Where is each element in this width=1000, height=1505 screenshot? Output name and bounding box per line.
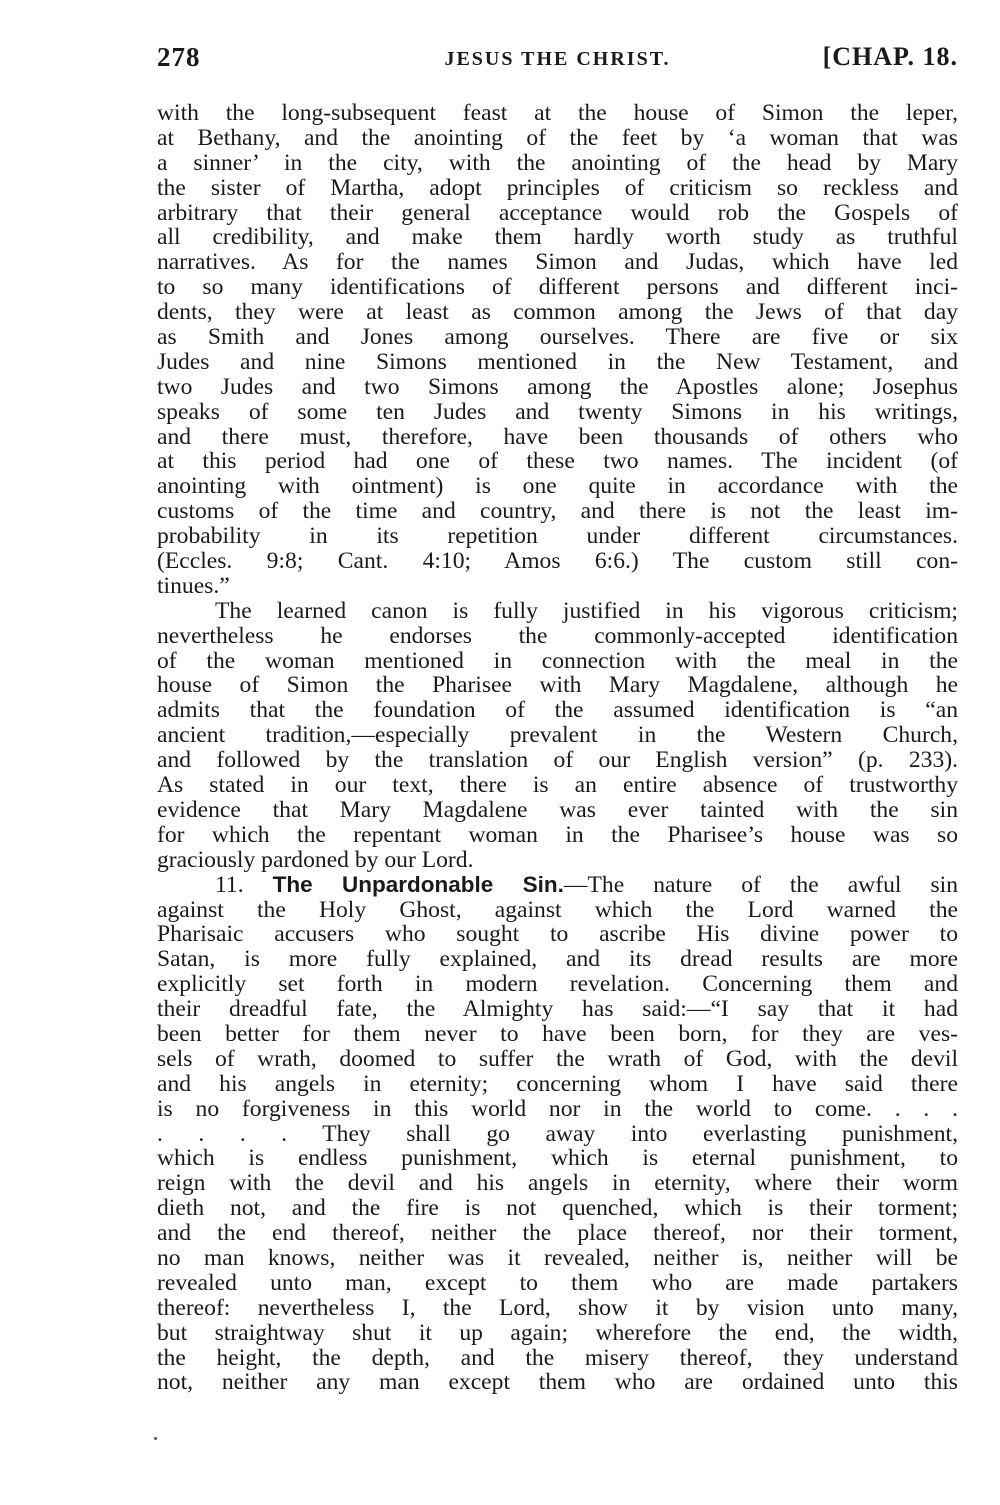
book-title: JESUS THE CHRIST.: [444, 48, 671, 70]
text-line: dieth not, and the fire is not quenched, which is their torment;: [157, 1195, 958, 1222]
running-head: [157, 42, 958, 82]
text-line: admits that the foundation of the assumed identification is “an: [157, 697, 958, 724]
page-number: 278: [157, 42, 201, 72]
text-line: Judes and nine Simons mentioned in the New Testament, and: [157, 348, 958, 375]
text-line: —The nature of the awful sin: [563, 871, 958, 898]
text-line: Pharisaic accusers who sought to ascribe His divine power to: [157, 921, 958, 948]
text-line: for which the repentant woman in the Pharisee’s house was so: [157, 821, 958, 848]
text-line: but straightway shut it up again; wherefore the end, the width,: [157, 1319, 958, 1346]
text-line: and there must, therefore, have been thousands of others who: [157, 423, 958, 450]
text-line: graciously pardoned by our Lord.: [157, 846, 474, 873]
text-line: at Bethany, and the anointing of the feet by ‘a woman that was: [157, 124, 958, 151]
print-speck: [154, 1437, 157, 1440]
text-line: is no forgiveness in this world nor in the world to come. . . .: [157, 1095, 958, 1122]
note-heading: The Unpardonable Sin.: [272, 871, 564, 897]
text-line: of the woman mentioned in connection with the meal in the: [157, 647, 958, 674]
text-line: thereof: nevertheless I, the Lord, show it by vision unto many,: [157, 1294, 958, 1321]
text-line: evidence that Mary Magdalene was ever tainted with the sin: [157, 796, 958, 823]
text-line: as Smith and Jones among ourselves. There are five or six: [157, 324, 958, 351]
text-line: their dreadful fate, the Almighty has said:—“I say that it had: [157, 996, 958, 1023]
text-line: sels of wrath, doomed to suffer the wrath of God, with the devil: [157, 1045, 958, 1072]
text-line: not, neither any man except them who are ordained unto this: [157, 1369, 958, 1396]
text-line: customs of the time and country, and there is not the least im-: [157, 498, 958, 525]
text-line: The learned canon is fully justified in his vigorous criticism;: [215, 597, 958, 624]
section-heading-line: [157, 873, 958, 898]
text-line: with the long-subsequent feast at the house of Simon the leper,: [157, 100, 958, 126]
text-line: reign with the devil and his angels in eternity, where their worm: [157, 1170, 958, 1197]
text-line: been better for them never to have been born, for they are ves-: [157, 1020, 958, 1047]
text-line: ancient tradition,—especially prevalent in the Western Church,: [157, 722, 958, 749]
text-line: explicitly set forth in modern revelation. Concerning them and: [157, 971, 958, 998]
text-line: the height, the depth, and the misery thereof, they understand: [157, 1344, 958, 1371]
text-line: at this period had one of these two names. The incident (of: [157, 448, 958, 475]
text-line: narratives. As for the names Simon and Judas, which have led: [157, 249, 958, 276]
text-line: house of Simon the Pharisee with Mary Magdalene, although he: [157, 672, 958, 699]
text-line: probability in its repetition under different circumstances.: [157, 523, 958, 550]
text-line: dents, they were at least as common among the Jews of that day: [157, 299, 958, 326]
text-line: As stated in our text, there is an entire absence of trustworthy: [157, 772, 958, 799]
note-number: 11.: [215, 871, 244, 898]
text-line: tinues.”: [157, 572, 230, 599]
text-line: and followed by the translation of our English version” (p. 233).: [157, 747, 958, 774]
text-line: revealed unto man, except to them who are made partakers: [157, 1269, 958, 1296]
text-line: which is endless punishment, which is eternal punishment, to: [157, 1145, 958, 1172]
text-line: . . . . They shall go away into everlasting punishment,: [157, 1120, 958, 1147]
text-line: nevertheless he endorses the commonly-accepted identification: [157, 622, 958, 649]
text-line: the sister of Martha, adopt principles of criticism so reckless and: [157, 174, 958, 201]
text-line: Satan, is more fully explained, and its dread results are more: [157, 946, 958, 973]
body-text: [157, 101, 958, 1395]
chapter-label: [CHAP. 18.: [822, 42, 958, 71]
text-line: a sinner’ in the city, with the anointing of the head by Mary: [157, 149, 958, 176]
text-line: and the end thereof, neither the place thereof, nor their torment,: [157, 1220, 958, 1247]
text-line: two Judes and two Simons among the Apostles alone; Josephus: [157, 373, 958, 400]
text-line: and his angels in eternity; concerning whom I have said there: [157, 1070, 958, 1097]
text-line: against the Holy Ghost, against which the Lord warned the: [157, 896, 958, 923]
text-line: no man knows, neither was it revealed, neither is, neither will be: [157, 1244, 958, 1271]
text-line: all credibility, and make them hardly worth study as truthful: [157, 224, 958, 251]
text-line: anointing with ointment) is one quite in accordance with the: [157, 473, 958, 500]
text-line: speaks of some ten Judes and twenty Simons in his writings,: [157, 398, 958, 425]
text-line: arbitrary that their general acceptance would rob the Gospels of: [157, 199, 958, 226]
text-line: to so many identifications of different persons and different inci-: [157, 274, 958, 301]
text-line: (Eccles. 9:8; Cant. 4:10; Amos 6:6.) The custom still con-: [157, 548, 958, 575]
